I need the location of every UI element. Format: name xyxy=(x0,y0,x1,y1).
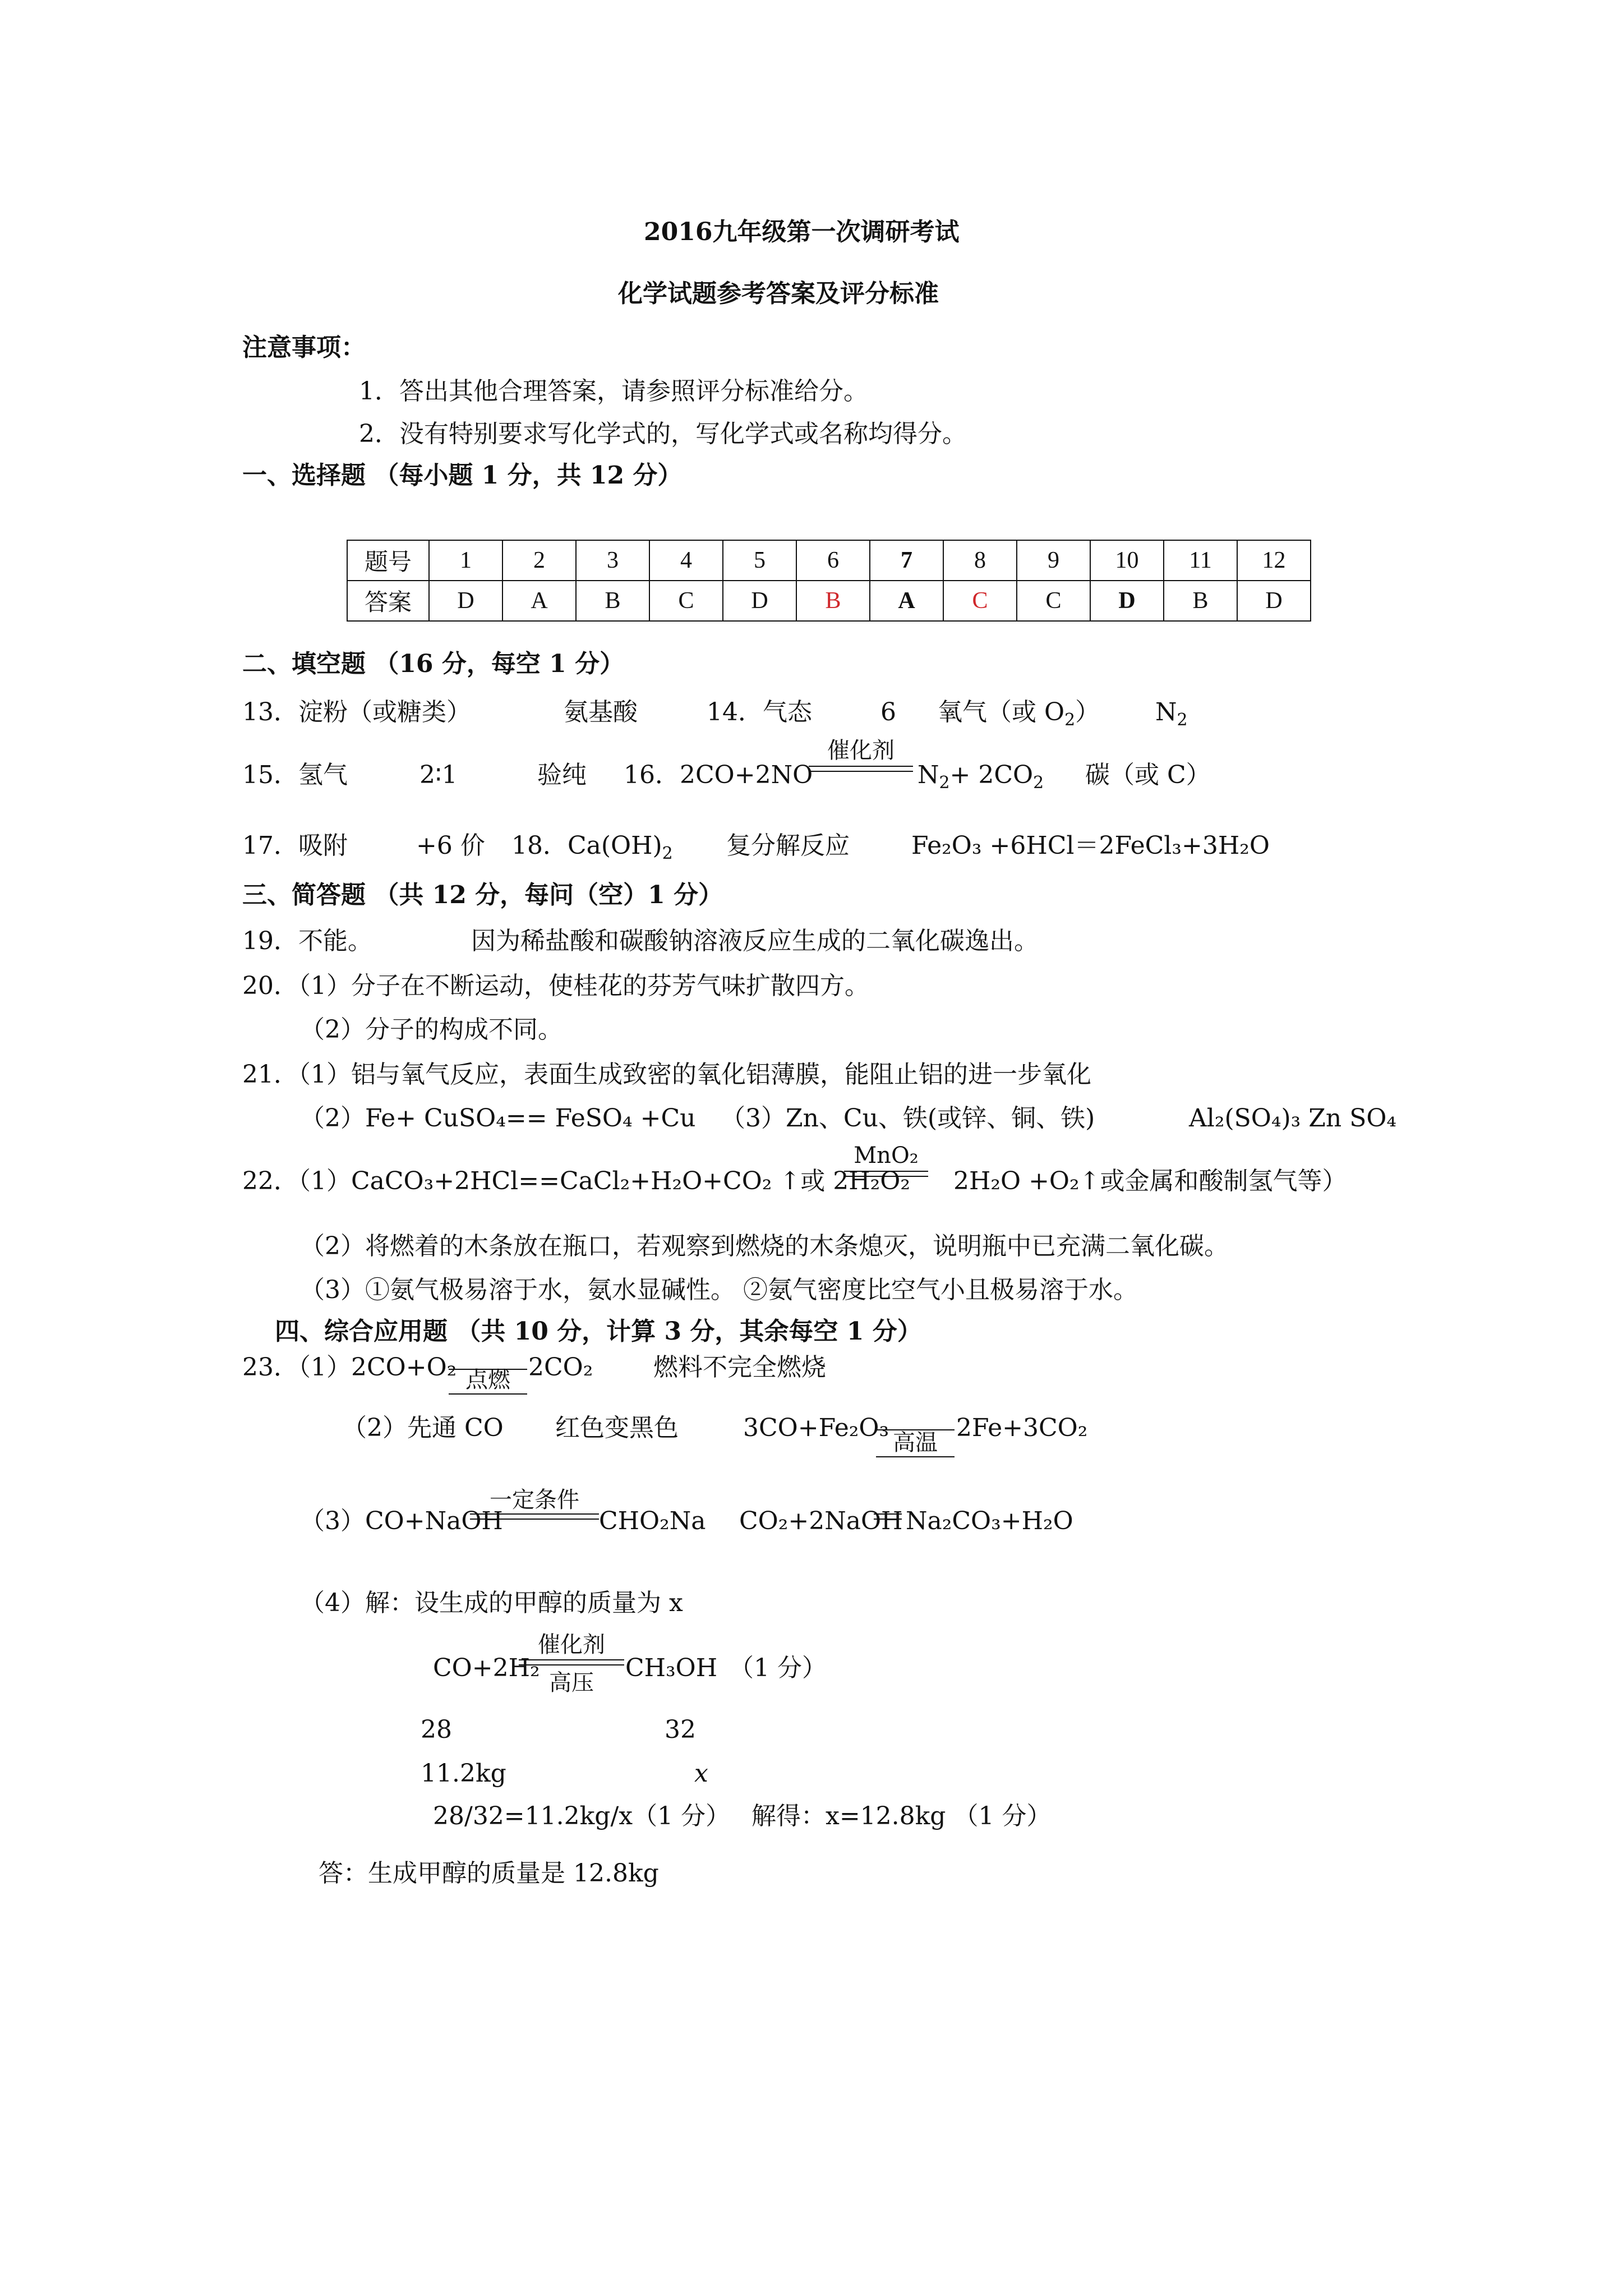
table-row-answers xyxy=(347,581,1311,621)
section3-heading: 三、简答题 （共 12 分，每问（空）1 分） xyxy=(242,881,723,909)
q23-part3-d: Na₂CO₃+H₂O xyxy=(906,1507,1073,1535)
q19-reason: 因为稀盐酸和碳酸钠溶液反应生成的二氧化碳逸出。 xyxy=(471,927,1039,955)
q13-answer: 13．淀粉（或糖类） xyxy=(242,698,471,726)
mass-x: x xyxy=(694,1759,708,1788)
answer-cell: D xyxy=(1090,581,1164,621)
eq-equals-line-2 xyxy=(519,1664,624,1665)
page-subtitle: 化学试题参考答案及评分标准 xyxy=(618,279,939,308)
answer-cell: D xyxy=(1237,581,1311,621)
q15-answer-b: 2∶1 xyxy=(419,761,458,789)
q22-part2: （2）将燃着的木条放在瓶口，若观察到燃烧的木条熄灭，说明瓶中已充满二氧化碳。 xyxy=(300,1232,1229,1260)
q23-part3-c: CO₂+2NaOH xyxy=(739,1507,903,1535)
eq-left: CO+2H₂ xyxy=(433,1654,540,1682)
q23-3-equals-line-1 xyxy=(470,1513,599,1515)
answer-cell: A xyxy=(502,581,576,621)
number-cell: 4 xyxy=(649,540,723,581)
q23-part1-reason: 燃料不完全燃烧 xyxy=(653,1353,826,1382)
solve-step: 解得：x=12.8kg （1 分） xyxy=(751,1802,1052,1830)
answer-table xyxy=(347,540,1311,622)
q23-3-equals2-line-1 xyxy=(874,1513,902,1515)
q23-2-equals-line-2 xyxy=(876,1456,955,1457)
q15-answer-c: 验纯 xyxy=(537,761,587,789)
mass-11.2kg: 11.2kg xyxy=(421,1759,506,1788)
section1-heading: 一、选择题 （每小题 1 分，共 12 分） xyxy=(242,461,683,490)
answer-cell: C xyxy=(943,581,1017,621)
table-row-numbers xyxy=(347,540,1311,581)
answer-cell: D xyxy=(723,581,796,621)
q14-answer-b: 6 xyxy=(880,698,896,726)
page-title: 2016九年级第一次调研考试 xyxy=(644,218,960,246)
eq-condition-bottom: 高压 xyxy=(549,1670,594,1696)
number-cell: 12 xyxy=(1237,540,1311,581)
q23-part2-a: （2）先通 CO xyxy=(342,1414,504,1442)
q14-answer: 14．气态 xyxy=(707,698,812,726)
answer-cell: A xyxy=(870,581,943,621)
answer-cell: B xyxy=(1164,581,1237,621)
q22-part3: （3）①氨气极易溶于水，氨水显碱性。 ②氨气密度比空气小且极易溶于水。 xyxy=(300,1276,1138,1304)
q13-answer-b: 氨基酸 xyxy=(564,698,638,726)
number-cell: 1 xyxy=(429,540,502,581)
mass-28: 28 xyxy=(421,1715,452,1744)
q22-part1-left: 22．（1）CaCO₃+2HCl==CaCl₂+H₂O+CO₂ ↑或 2H₂O₂ xyxy=(242,1167,910,1195)
q15-answer: 15．氢气 xyxy=(242,761,348,789)
q23-1-equals-line-2 xyxy=(449,1393,527,1395)
q23-3-equals-line-2 xyxy=(470,1519,599,1520)
q18-answer-b: 复分解反应 xyxy=(726,831,850,860)
number-cell: 5 xyxy=(723,540,796,581)
q22-equals-line-1 xyxy=(844,1171,928,1172)
q23-2-condition: 高温 xyxy=(893,1430,938,1456)
number-cell: 8 xyxy=(943,540,1017,581)
q22-equals-line-2 xyxy=(844,1176,928,1177)
q20-part2: （2）分子的构成不同。 xyxy=(300,1015,562,1044)
ratio-step: 28/32=11.2kg/x（1 分） xyxy=(433,1802,731,1830)
number-cell: 11 xyxy=(1164,540,1237,581)
notice-item-2: 2．没有特别要求写化学式的，写化学式或名称均得分。 xyxy=(359,420,967,448)
section2-heading: 二、填空题 （16 分，每空 1 分） xyxy=(242,650,625,678)
number-cell: 9 xyxy=(1017,540,1090,581)
q23-part4-setup: （4）解：设生成的甲醇的质量为 x xyxy=(300,1589,683,1617)
q17-answer-b: +6 价 xyxy=(416,831,485,860)
eq-right: CH₃OH xyxy=(625,1654,718,1682)
answer-cell: D xyxy=(429,581,502,621)
q16-equals-line-1 xyxy=(809,766,913,767)
q22-part1-right: 2H₂O +O₂↑或金属和酸制氢气等） xyxy=(953,1167,1347,1195)
number-cell: 6 xyxy=(796,540,870,581)
number-cell: 10 xyxy=(1090,540,1164,581)
q16-condition: 催化剂 xyxy=(827,738,895,763)
number-cell: 3 xyxy=(576,540,649,581)
answer-cell: B xyxy=(576,581,649,621)
q23-part1-right: 2CO₂ xyxy=(528,1353,593,1382)
row-label-number: 题号 xyxy=(347,540,429,581)
q23-3-condition: 一定条件 xyxy=(490,1487,579,1513)
q20-part1: 20．（1）分子在不断运动，使桂花的芬芳气味扩散四方。 xyxy=(242,972,869,1000)
q23-part3-b: CHO₂Na xyxy=(599,1507,706,1535)
q23-part2-c: 3CO+Fe₂O₃ xyxy=(743,1414,889,1442)
notice-heading: 注意事项： xyxy=(242,333,366,362)
q18-answer: 18．$Ca(OH)_2$ xyxy=(511,831,673,863)
q14-answer-d: $N_2$ xyxy=(1155,698,1188,730)
final-answer: 答：生成甲醇的质量是 12.8kg xyxy=(319,1859,659,1888)
q21-part2: （2）Fe+ CuSO₄== FeSO₄ +Cu xyxy=(300,1104,696,1133)
answer-cell: C xyxy=(649,581,723,621)
q18-equation: Fe₂O₃ +6HCl＝2FeCl₃+3H₂O xyxy=(911,831,1270,860)
number-cell: 2 xyxy=(502,540,576,581)
q19-answer: 19．不能。 xyxy=(242,927,372,955)
q23-3-equals2-line-2 xyxy=(874,1519,902,1520)
q22-condition: MnO₂ xyxy=(854,1143,919,1168)
q16-equals-line-2 xyxy=(809,771,913,772)
q23-1-condition: 点燃 xyxy=(465,1367,510,1393)
q23-part1-left: 23．（1）2CO+O₂ xyxy=(242,1353,457,1382)
eq-condition-top: 催化剂 xyxy=(538,1632,605,1658)
q21-part4: Al₂(SO₄)₃ Zn SO₄ xyxy=(1189,1104,1397,1133)
number-cell: 7 xyxy=(870,540,943,581)
answer-cell: C xyxy=(1017,581,1090,621)
q14-answer-c: 氧气（或 $O_2$） xyxy=(938,698,1100,730)
q21-part3: （3）Zn、Cu、铁(或锌、铜、铁) xyxy=(721,1104,1095,1133)
q23-part3-a: （3）CO+NaOH xyxy=(300,1507,503,1535)
eq-equals-line-1 xyxy=(519,1659,624,1660)
mass-32: 32 xyxy=(665,1715,696,1744)
answer-cell: B xyxy=(796,581,870,621)
q16-equation-left: 16．2CO+2NO xyxy=(624,761,813,789)
q23-part2-b: 红色变黑色 xyxy=(555,1414,679,1442)
q23-part2-d: 2Fe+3CO₂ xyxy=(956,1414,1088,1442)
q16-equation-right: $N_2+ 2CO_2$ xyxy=(917,761,1044,793)
eq-score: （1 分） xyxy=(729,1654,827,1682)
row-label-answer: 答案 xyxy=(347,581,429,621)
q16-answer-b: 碳（或 C） xyxy=(1085,761,1211,789)
q17-answer: 17．吸附 xyxy=(242,831,348,860)
notice-item-1: 1．答出其他合理答案，请参照评分标准给分。 xyxy=(359,377,868,406)
section4-heading: 四、综合应用题 （共 10 分，计算 3 分，其余每空 1 分） xyxy=(275,1317,922,1346)
q21-part1: 21．（1）铝与氧气反应，表面生成致密的氧化铝薄膜，能阻止铝的进一步氧化 xyxy=(242,1060,1091,1089)
